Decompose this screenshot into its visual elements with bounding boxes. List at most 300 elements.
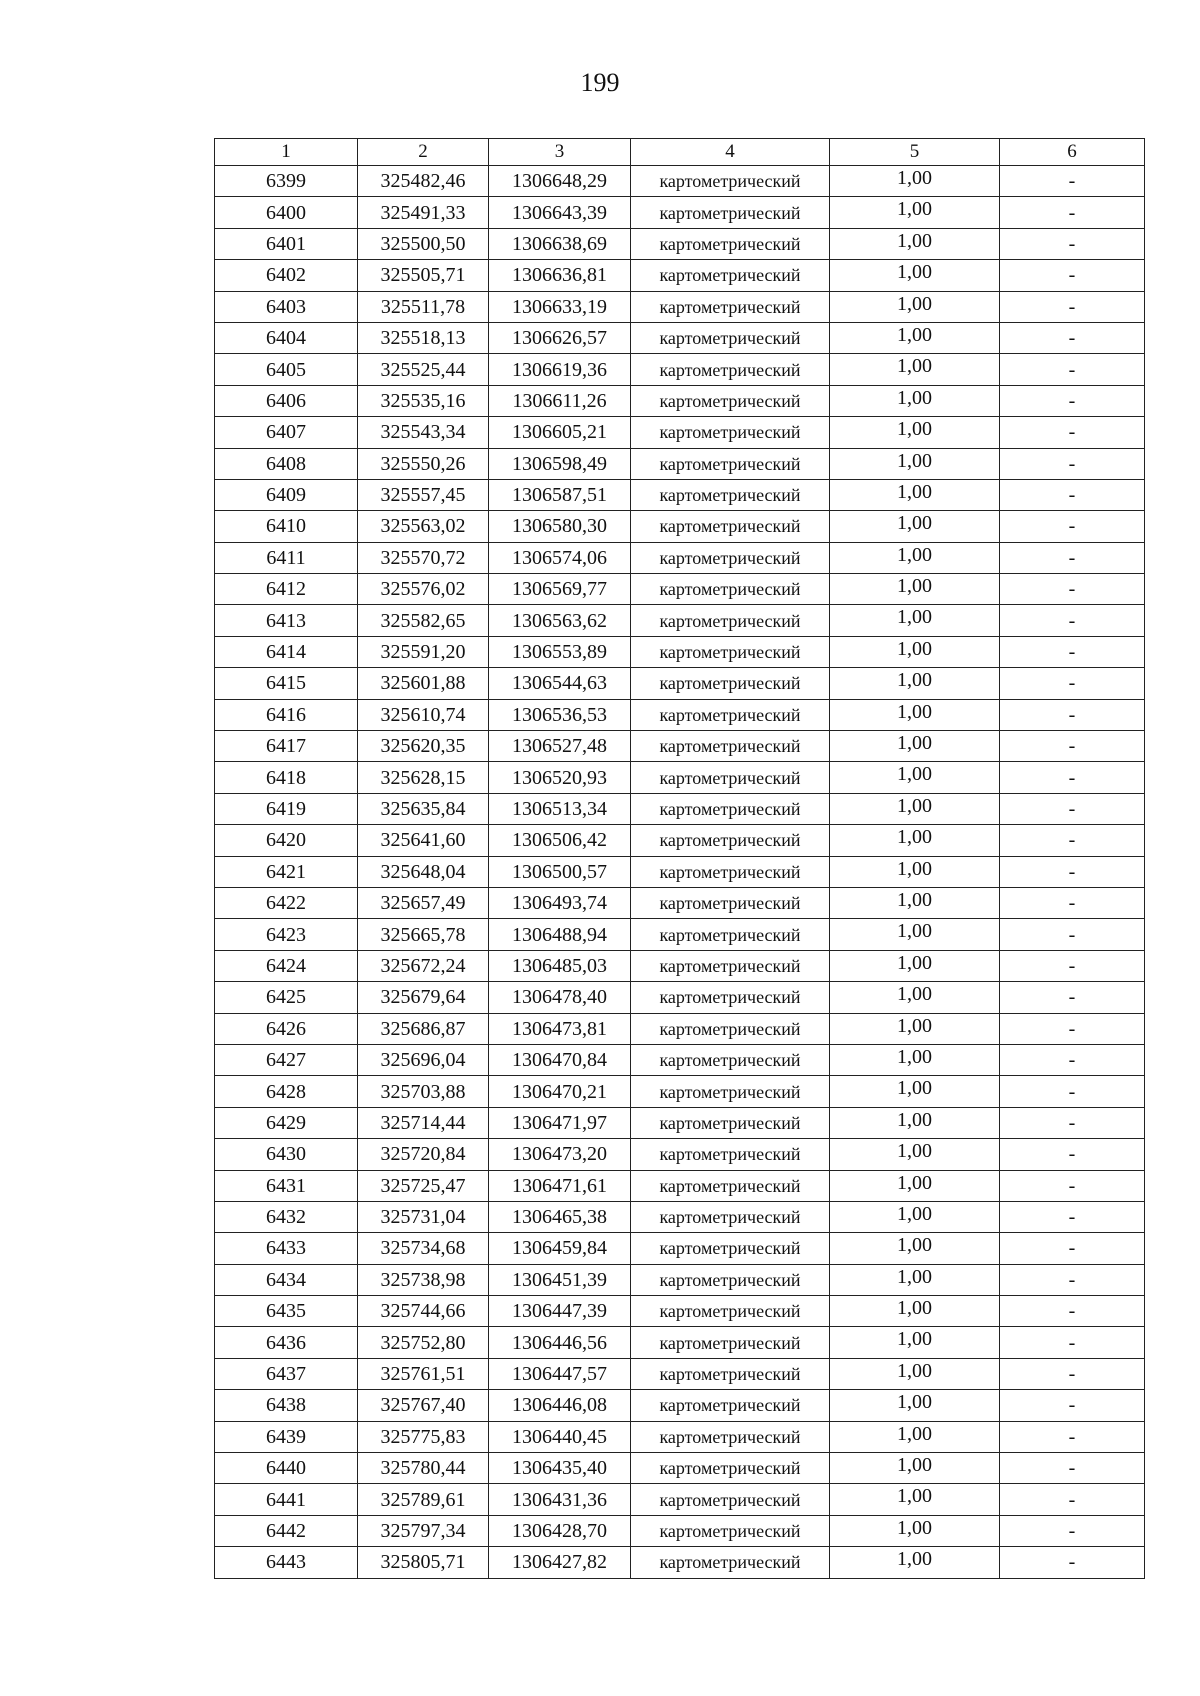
method-cell: картометрический <box>631 291 830 322</box>
y-coordinate-cell: 1306493,74 <box>489 887 631 918</box>
y-coordinate-cell: 1306447,39 <box>489 1296 631 1327</box>
note-cell: - <box>1000 1107 1145 1138</box>
note-cell: - <box>1000 887 1145 918</box>
y-coordinate-cell: 1306473,20 <box>489 1139 631 1170</box>
point-number-cell: 6433 <box>215 1233 358 1264</box>
accuracy-cell: 1,00 <box>830 291 1000 322</box>
accuracy-cell: 1,00 <box>830 1201 1000 1232</box>
accuracy-cell: 1,00 <box>830 1327 1000 1358</box>
point-number-cell: 6410 <box>215 511 358 542</box>
column-header-6: 6 <box>1000 139 1145 166</box>
y-coordinate-cell: 1306428,70 <box>489 1515 631 1546</box>
point-number-cell: 6402 <box>215 260 358 291</box>
note-cell: - <box>1000 1515 1145 1546</box>
point-number-cell: 6403 <box>215 291 358 322</box>
column-header-4: 4 <box>631 139 830 166</box>
y-coordinate-cell: 1306465,38 <box>489 1201 631 1232</box>
x-coordinate-cell: 325563,02 <box>358 511 489 542</box>
method-cell: картометрический <box>631 197 830 228</box>
point-number-cell: 6434 <box>215 1264 358 1295</box>
note-cell: - <box>1000 228 1145 259</box>
method-cell: картометрический <box>631 1233 830 1264</box>
x-coordinate-cell: 325731,04 <box>358 1201 489 1232</box>
table-row <box>215 1107 1145 1138</box>
point-number-cell: 6428 <box>215 1076 358 1107</box>
accuracy-cell: 1,00 <box>830 1076 1000 1107</box>
y-coordinate-cell: 1306470,21 <box>489 1076 631 1107</box>
x-coordinate-cell: 325511,78 <box>358 291 489 322</box>
x-coordinate-cell: 325482,46 <box>358 166 489 197</box>
accuracy-cell: 1,00 <box>830 385 1000 416</box>
accuracy-cell: 1,00 <box>830 354 1000 385</box>
accuracy-cell: 1,00 <box>830 636 1000 667</box>
note-cell: - <box>1000 1076 1145 1107</box>
note-cell: - <box>1000 731 1145 762</box>
x-coordinate-cell: 325665,78 <box>358 919 489 950</box>
table-row <box>215 919 1145 950</box>
method-cell: картометрический <box>631 417 830 448</box>
table-header-row <box>215 139 1145 166</box>
point-number-cell: 6419 <box>215 793 358 824</box>
note-cell: - <box>1000 1484 1145 1515</box>
y-coordinate-cell: 1306506,42 <box>489 825 631 856</box>
method-cell: картометрический <box>631 856 830 887</box>
note-cell: - <box>1000 762 1145 793</box>
method-cell: картометрический <box>631 1013 830 1044</box>
y-coordinate-cell: 1306431,36 <box>489 1484 631 1515</box>
note-cell: - <box>1000 291 1145 322</box>
point-number-cell: 6438 <box>215 1390 358 1421</box>
table-row <box>215 825 1145 856</box>
table-row <box>215 1421 1145 1452</box>
method-cell: картометрический <box>631 1390 830 1421</box>
table-row <box>215 322 1145 353</box>
note-cell: - <box>1000 385 1145 416</box>
table-row <box>215 636 1145 667</box>
table-row <box>215 511 1145 542</box>
point-number-cell: 6430 <box>215 1139 358 1170</box>
table-row <box>215 1358 1145 1389</box>
point-number-cell: 6411 <box>215 542 358 573</box>
method-cell: картометрический <box>631 260 830 291</box>
x-coordinate-cell: 325672,24 <box>358 950 489 981</box>
table-row <box>215 887 1145 918</box>
y-coordinate-cell: 1306636,81 <box>489 260 631 291</box>
y-coordinate-cell: 1306520,93 <box>489 762 631 793</box>
point-number-cell: 6400 <box>215 197 358 228</box>
accuracy-cell: 1,00 <box>830 1484 1000 1515</box>
y-coordinate-cell: 1306574,06 <box>489 542 631 573</box>
x-coordinate-cell: 325734,68 <box>358 1233 489 1264</box>
point-number-cell: 6440 <box>215 1453 358 1484</box>
y-coordinate-cell: 1306446,08 <box>489 1390 631 1421</box>
x-coordinate-cell: 325714,44 <box>358 1107 489 1138</box>
table-row <box>215 1139 1145 1170</box>
table-row <box>215 260 1145 291</box>
y-coordinate-cell: 1306563,62 <box>489 605 631 636</box>
x-coordinate-cell: 325570,72 <box>358 542 489 573</box>
accuracy-cell: 1,00 <box>830 825 1000 856</box>
column-header-3: 3 <box>489 139 631 166</box>
accuracy-cell: 1,00 <box>830 1139 1000 1170</box>
table-row <box>215 1515 1145 1546</box>
x-coordinate-cell: 325535,16 <box>358 385 489 416</box>
y-coordinate-cell: 1306478,40 <box>489 982 631 1013</box>
accuracy-cell: 1,00 <box>830 668 1000 699</box>
note-cell: - <box>1000 1264 1145 1295</box>
point-number-cell: 6399 <box>215 166 358 197</box>
accuracy-cell: 1,00 <box>830 1044 1000 1075</box>
table-row <box>215 291 1145 322</box>
point-number-cell: 6431 <box>215 1170 358 1201</box>
y-coordinate-cell: 1306544,63 <box>489 668 631 699</box>
table-row <box>215 856 1145 887</box>
method-cell: картометрический <box>631 731 830 762</box>
y-coordinate-cell: 1306611,26 <box>489 385 631 416</box>
point-number-cell: 6417 <box>215 731 358 762</box>
point-number-cell: 6439 <box>215 1421 358 1452</box>
accuracy-cell: 1,00 <box>830 511 1000 542</box>
table-row <box>215 1233 1145 1264</box>
note-cell: - <box>1000 950 1145 981</box>
point-number-cell: 6421 <box>215 856 358 887</box>
note-cell: - <box>1000 668 1145 699</box>
x-coordinate-cell: 325505,71 <box>358 260 489 291</box>
note-cell: - <box>1000 1296 1145 1327</box>
accuracy-cell: 1,00 <box>830 950 1000 981</box>
method-cell: картометрический <box>631 385 830 416</box>
y-coordinate-cell: 1306459,84 <box>489 1233 631 1264</box>
point-number-cell: 6426 <box>215 1013 358 1044</box>
point-number-cell: 6436 <box>215 1327 358 1358</box>
point-number-cell: 6408 <box>215 448 358 479</box>
table-row <box>215 354 1145 385</box>
accuracy-cell: 1,00 <box>830 982 1000 1013</box>
method-cell: картометрический <box>631 605 830 636</box>
table-row <box>215 479 1145 510</box>
y-coordinate-cell: 1306626,57 <box>489 322 631 353</box>
method-cell: картометрический <box>631 699 830 730</box>
table-row <box>215 950 1145 981</box>
method-cell: картометрический <box>631 825 830 856</box>
point-number-cell: 6405 <box>215 354 358 385</box>
x-coordinate-cell: 325591,20 <box>358 636 489 667</box>
y-coordinate-cell: 1306473,81 <box>489 1013 631 1044</box>
note-cell: - <box>1000 856 1145 887</box>
table-row <box>215 731 1145 762</box>
accuracy-cell: 1,00 <box>830 793 1000 824</box>
y-coordinate-cell: 1306500,57 <box>489 856 631 887</box>
accuracy-cell: 1,00 <box>830 1453 1000 1484</box>
x-coordinate-cell: 325648,04 <box>358 856 489 887</box>
method-cell: картометрический <box>631 1453 830 1484</box>
table-row <box>215 793 1145 824</box>
method-cell: картометрический <box>631 1044 830 1075</box>
x-coordinate-cell: 325679,64 <box>358 982 489 1013</box>
accuracy-cell: 1,00 <box>830 1358 1000 1389</box>
x-coordinate-cell: 325761,51 <box>358 1358 489 1389</box>
accuracy-cell: 1,00 <box>830 1421 1000 1452</box>
y-coordinate-cell: 1306440,45 <box>489 1421 631 1452</box>
accuracy-cell: 1,00 <box>830 887 1000 918</box>
accuracy-cell: 1,00 <box>830 1264 1000 1295</box>
point-number-cell: 6427 <box>215 1044 358 1075</box>
note-cell: - <box>1000 699 1145 730</box>
method-cell: картометрический <box>631 762 830 793</box>
table-row <box>215 1296 1145 1327</box>
accuracy-cell: 1,00 <box>830 856 1000 887</box>
y-coordinate-cell: 1306569,77 <box>489 574 631 605</box>
point-number-cell: 6414 <box>215 636 358 667</box>
table-row <box>215 166 1145 197</box>
table-row <box>215 448 1145 479</box>
note-cell: - <box>1000 919 1145 950</box>
y-coordinate-cell: 1306470,84 <box>489 1044 631 1075</box>
table-row <box>215 228 1145 259</box>
method-cell: картометрический <box>631 1484 830 1515</box>
x-coordinate-cell: 325641,60 <box>358 825 489 856</box>
method-cell: картометрический <box>631 511 830 542</box>
x-coordinate-cell: 325696,04 <box>358 1044 489 1075</box>
point-number-cell: 6422 <box>215 887 358 918</box>
y-coordinate-cell: 1306619,36 <box>489 354 631 385</box>
accuracy-cell: 1,00 <box>830 762 1000 793</box>
note-cell: - <box>1000 542 1145 573</box>
accuracy-cell: 1,00 <box>830 1515 1000 1546</box>
x-coordinate-cell: 325601,88 <box>358 668 489 699</box>
x-coordinate-cell: 325703,88 <box>358 1076 489 1107</box>
column-header-5: 5 <box>830 139 1000 166</box>
y-coordinate-cell: 1306580,30 <box>489 511 631 542</box>
table-row <box>215 699 1145 730</box>
method-cell: картометрический <box>631 1421 830 1452</box>
method-cell: картометрический <box>631 1327 830 1358</box>
x-coordinate-cell: 325725,47 <box>358 1170 489 1201</box>
note-cell: - <box>1000 1170 1145 1201</box>
y-coordinate-cell: 1306587,51 <box>489 479 631 510</box>
accuracy-cell: 1,00 <box>830 228 1000 259</box>
point-number-cell: 6409 <box>215 479 358 510</box>
note-cell: - <box>1000 1421 1145 1452</box>
x-coordinate-cell: 325628,15 <box>358 762 489 793</box>
column-header-1: 1 <box>215 139 358 166</box>
accuracy-cell: 1,00 <box>830 479 1000 510</box>
x-coordinate-cell: 325525,44 <box>358 354 489 385</box>
y-coordinate-cell: 1306513,34 <box>489 793 631 824</box>
column-header-2: 2 <box>358 139 489 166</box>
y-coordinate-cell: 1306605,21 <box>489 417 631 448</box>
y-coordinate-cell: 1306488,94 <box>489 919 631 950</box>
method-cell: картометрический <box>631 1358 830 1389</box>
method-cell: картометрический <box>631 887 830 918</box>
x-coordinate-cell: 325775,83 <box>358 1421 489 1452</box>
point-number-cell: 6413 <box>215 605 358 636</box>
method-cell: картометрический <box>631 1515 830 1546</box>
x-coordinate-cell: 325805,71 <box>358 1547 489 1578</box>
point-number-cell: 6425 <box>215 982 358 1013</box>
note-cell: - <box>1000 354 1145 385</box>
accuracy-cell: 1,00 <box>830 197 1000 228</box>
x-coordinate-cell: 325789,61 <box>358 1484 489 1515</box>
method-cell: картометрический <box>631 793 830 824</box>
accuracy-cell: 1,00 <box>830 1233 1000 1264</box>
table-row <box>215 1453 1145 1484</box>
table-row <box>215 668 1145 699</box>
y-coordinate-cell: 1306553,89 <box>489 636 631 667</box>
note-cell: - <box>1000 793 1145 824</box>
method-cell: картометрический <box>631 668 830 699</box>
point-number-cell: 6437 <box>215 1358 358 1389</box>
method-cell: картометрический <box>631 982 830 1013</box>
point-number-cell: 6429 <box>215 1107 358 1138</box>
accuracy-cell: 1,00 <box>830 1013 1000 1044</box>
table-row <box>215 1547 1145 1578</box>
y-coordinate-cell: 1306598,49 <box>489 448 631 479</box>
x-coordinate-cell: 325780,44 <box>358 1453 489 1484</box>
point-number-cell: 6404 <box>215 322 358 353</box>
y-coordinate-cell: 1306527,48 <box>489 731 631 762</box>
note-cell: - <box>1000 1547 1145 1578</box>
x-coordinate-cell: 325620,35 <box>358 731 489 762</box>
method-cell: картометрический <box>631 322 830 353</box>
table-row <box>215 605 1145 636</box>
x-coordinate-cell: 325610,74 <box>358 699 489 730</box>
point-number-cell: 6415 <box>215 668 358 699</box>
point-number-cell: 6432 <box>215 1201 358 1232</box>
table-row <box>215 1264 1145 1295</box>
table-row <box>215 542 1145 573</box>
page-number: 199 <box>580 68 620 97</box>
x-coordinate-cell: 325635,84 <box>358 793 489 824</box>
point-number-cell: 6420 <box>215 825 358 856</box>
note-cell: - <box>1000 1327 1145 1358</box>
note-cell: - <box>1000 197 1145 228</box>
y-coordinate-cell: 1306485,03 <box>489 950 631 981</box>
y-coordinate-cell: 1306643,39 <box>489 197 631 228</box>
note-cell: - <box>1000 1390 1145 1421</box>
method-cell: картометрический <box>631 636 830 667</box>
note-cell: - <box>1000 1201 1145 1232</box>
note-cell: - <box>1000 417 1145 448</box>
x-coordinate-cell: 325686,87 <box>358 1013 489 1044</box>
method-cell: картометрический <box>631 1170 830 1201</box>
y-coordinate-cell: 1306633,19 <box>489 291 631 322</box>
method-cell: картометрический <box>631 166 830 197</box>
note-cell: - <box>1000 1453 1145 1484</box>
accuracy-cell: 1,00 <box>830 699 1000 730</box>
table-row <box>215 982 1145 1013</box>
accuracy-cell: 1,00 <box>830 448 1000 479</box>
method-cell: картометрический <box>631 448 830 479</box>
table-row <box>215 197 1145 228</box>
x-coordinate-cell: 325657,49 <box>358 887 489 918</box>
accuracy-cell: 1,00 <box>830 1296 1000 1327</box>
point-number-cell: 6418 <box>215 762 358 793</box>
table-row <box>215 1076 1145 1107</box>
accuracy-cell: 1,00 <box>830 1170 1000 1201</box>
accuracy-cell: 1,00 <box>830 260 1000 291</box>
note-cell: - <box>1000 511 1145 542</box>
accuracy-cell: 1,00 <box>830 542 1000 573</box>
x-coordinate-cell: 325720,84 <box>358 1139 489 1170</box>
point-number-cell: 6412 <box>215 574 358 605</box>
y-coordinate-cell: 1306446,56 <box>489 1327 631 1358</box>
accuracy-cell: 1,00 <box>830 919 1000 950</box>
accuracy-cell: 1,00 <box>830 605 1000 636</box>
table-body <box>215 166 1145 1579</box>
x-coordinate-cell: 325582,65 <box>358 605 489 636</box>
x-coordinate-cell: 325543,34 <box>358 417 489 448</box>
y-coordinate-cell: 1306451,39 <box>489 1264 631 1295</box>
note-cell: - <box>1000 1044 1145 1075</box>
method-cell: картометрический <box>631 1296 830 1327</box>
method-cell: картометрический <box>631 1107 830 1138</box>
note-cell: - <box>1000 448 1145 479</box>
point-number-cell: 6407 <box>215 417 358 448</box>
table-row <box>215 1044 1145 1075</box>
point-number-cell: 6406 <box>215 385 358 416</box>
note-cell: - <box>1000 1233 1145 1264</box>
x-coordinate-cell: 325797,34 <box>358 1515 489 1546</box>
x-coordinate-cell: 325576,02 <box>358 574 489 605</box>
x-coordinate-cell: 325518,13 <box>358 322 489 353</box>
y-coordinate-cell: 1306638,69 <box>489 228 631 259</box>
y-coordinate-cell: 1306427,82 <box>489 1547 631 1578</box>
point-number-cell: 6442 <box>215 1515 358 1546</box>
y-coordinate-cell: 1306447,57 <box>489 1358 631 1389</box>
method-cell: картометрический <box>631 1201 830 1232</box>
method-cell: картометрический <box>631 1264 830 1295</box>
table-row <box>215 762 1145 793</box>
accuracy-cell: 1,00 <box>830 731 1000 762</box>
method-cell: картометрический <box>631 1547 830 1578</box>
point-number-cell: 6423 <box>215 919 358 950</box>
y-coordinate-cell: 1306471,97 <box>489 1107 631 1138</box>
table-row <box>215 574 1145 605</box>
table-row <box>215 1390 1145 1421</box>
method-cell: картометрический <box>631 1139 830 1170</box>
y-coordinate-cell: 1306471,61 <box>489 1170 631 1201</box>
y-coordinate-cell: 1306648,29 <box>489 166 631 197</box>
coordinates-table <box>214 138 1145 1579</box>
method-cell: картометрический <box>631 1076 830 1107</box>
note-cell: - <box>1000 605 1145 636</box>
point-number-cell: 6441 <box>215 1484 358 1515</box>
note-cell: - <box>1000 1139 1145 1170</box>
point-number-cell: 6424 <box>215 950 358 981</box>
y-coordinate-cell: 1306435,40 <box>489 1453 631 1484</box>
point-number-cell: 6443 <box>215 1547 358 1578</box>
note-cell: - <box>1000 574 1145 605</box>
table-row <box>215 1484 1145 1515</box>
table-row <box>215 1170 1145 1201</box>
x-coordinate-cell: 325767,40 <box>358 1390 489 1421</box>
table-row <box>215 1201 1145 1232</box>
accuracy-cell: 1,00 <box>830 322 1000 353</box>
point-number-cell: 6401 <box>215 228 358 259</box>
y-coordinate-cell: 1306536,53 <box>489 699 631 730</box>
note-cell: - <box>1000 636 1145 667</box>
x-coordinate-cell: 325744,66 <box>358 1296 489 1327</box>
x-coordinate-cell: 325500,50 <box>358 228 489 259</box>
x-coordinate-cell: 325491,33 <box>358 197 489 228</box>
accuracy-cell: 1,00 <box>830 1107 1000 1138</box>
table-row <box>215 385 1145 416</box>
accuracy-cell: 1,00 <box>830 1390 1000 1421</box>
x-coordinate-cell: 325550,26 <box>358 448 489 479</box>
note-cell: - <box>1000 479 1145 510</box>
point-number-cell: 6416 <box>215 699 358 730</box>
